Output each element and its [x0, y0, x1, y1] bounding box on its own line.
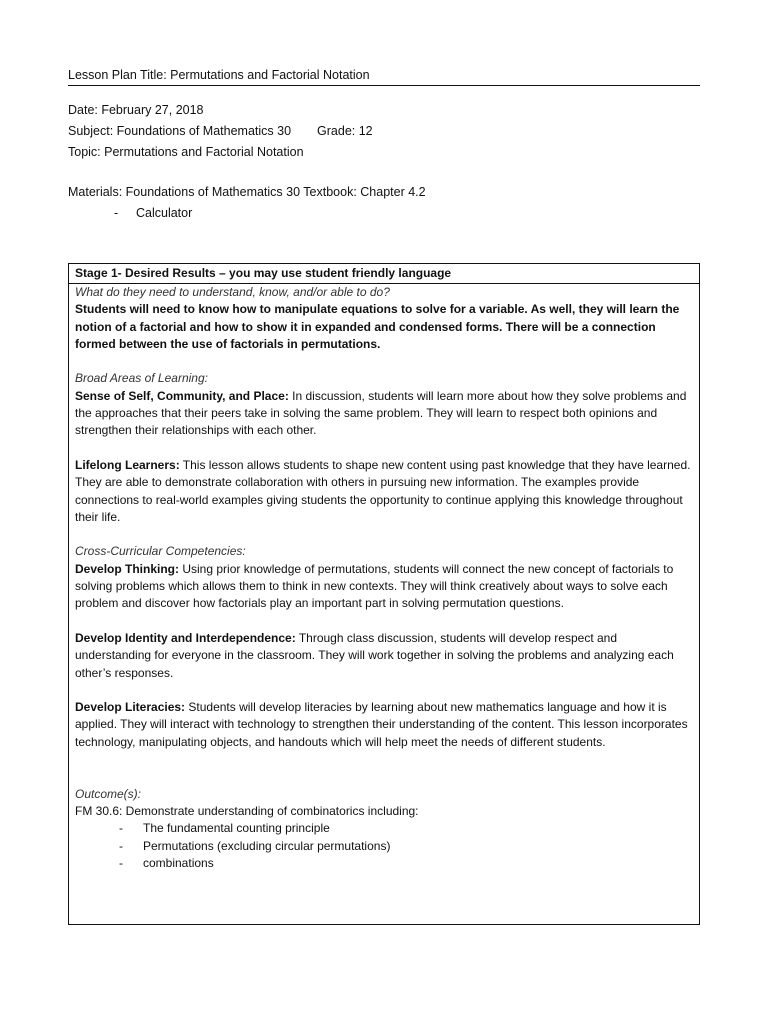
date-line: Date: February 27, 2018	[68, 103, 204, 117]
lesson-meta	[68, 100, 700, 163]
outcome-dash: -	[119, 838, 123, 853]
lifelong-text: This lesson allows students to shape new content using past knowledge that they have learned. They are able to demonstrate collaboration with others in pursuing new information. The examples provide connections to real-world examples giving students the opportunity to continue applying this knowledge throughout their life.	[75, 457, 691, 524]
literacies-paragraph	[75, 699, 693, 751]
sense-text: In discussion, students will learn more about how they solve problems and the approaches that their peers take in solving the same problem. They will learn to respect both opinions and strengthen their relationships with each other.	[75, 388, 687, 438]
literacies-text: Students will develop literacies by learning about new mathematics language and how it is applied. They will interact with technology to strengthen their understanding of the content. This lesson incorporates technology, manipulating objects, and handouts which will help meet the needs of different students.	[75, 700, 688, 749]
stage-1-box	[68, 263, 700, 925]
outcome-item-text: The fundamental counting principle	[143, 821, 330, 836]
materials-bullet	[68, 203, 700, 224]
grade-text: Grade: 12	[317, 124, 373, 138]
lifelong-paragraph	[75, 457, 693, 526]
outcome-item-text: Permutations (excluding circular permutations)	[143, 838, 391, 853]
lifelong-label: Lifelong Learners:	[75, 457, 180, 472]
thinking-label: Develop Thinking:	[75, 561, 180, 576]
identity-paragraph	[75, 630, 693, 682]
intro-text: Students will need to know how to manipulate equations to solve for a variable. As well, they will learn the notion of a factorial and how to show it in expanded and condensed forms. There will be a connection formed between the use of factorials in permutations.	[75, 302, 680, 351]
broad-areas-heading: Broad Areas of Learning:	[75, 371, 208, 386]
lesson-plan-title: Lesson Plan Title: Permutations and Factorial Notation	[68, 67, 700, 86]
materials-section	[68, 182, 700, 224]
literacies-label: Develop Literacies:	[75, 700, 186, 715]
guiding-question: What do they need to understand, know, and/or able to do?	[75, 285, 390, 299]
outcome-item-text: combinations	[143, 856, 214, 871]
stage-1-body	[69, 284, 699, 873]
outcome-dash: -	[119, 856, 123, 871]
sense-label: Sense of Self, Community, and Place:	[75, 388, 289, 403]
outcome-list	[75, 820, 693, 873]
stage-1-heading: Stage 1- Desired Results – you may use student friendly language	[69, 264, 699, 284]
materials-bullet-text: Calculator	[136, 206, 193, 220]
intro-paragraph	[75, 301, 693, 353]
outcome-dash: -	[119, 821, 123, 836]
sense-paragraph	[75, 388, 693, 440]
identity-text: Through class discussion, students will develop respect and understanding for everyone in the classroom. They will work together in solving the problems and analyzing each other’s responses.	[75, 630, 674, 680]
identity-label: Develop Identity and Interdependence:	[75, 630, 296, 645]
bullet-dash: -	[114, 206, 119, 220]
topic-line: Topic: Permutations and Factorial Notation	[68, 145, 304, 159]
thinking-text: Using prior knowledge of permutations, students will connect the new concept of factorials to solving problems which allows them to think in new contexts. They will think creatively about ways to solve each problem and discover how factorials play an important part in solving permutation questions.	[75, 561, 674, 611]
thinking-paragraph	[75, 561, 693, 613]
materials-line: Materials: Foundations of Mathematics 30 Textbook: Chapter 4.2	[68, 185, 426, 199]
outcomes-heading: Outcome(s):	[75, 786, 142, 801]
cross-curricular-heading: Cross-Curricular Competencies:	[75, 544, 246, 559]
outcome-item	[119, 838, 693, 856]
outcome-main: FM 30.6: Demonstrate understanding of combinatorics including:	[75, 803, 419, 818]
outcome-item	[119, 855, 693, 873]
outcome-item	[119, 820, 693, 838]
subject-line	[68, 121, 700, 142]
subject-text: Subject: Foundations of Mathematics 30	[68, 124, 292, 138]
